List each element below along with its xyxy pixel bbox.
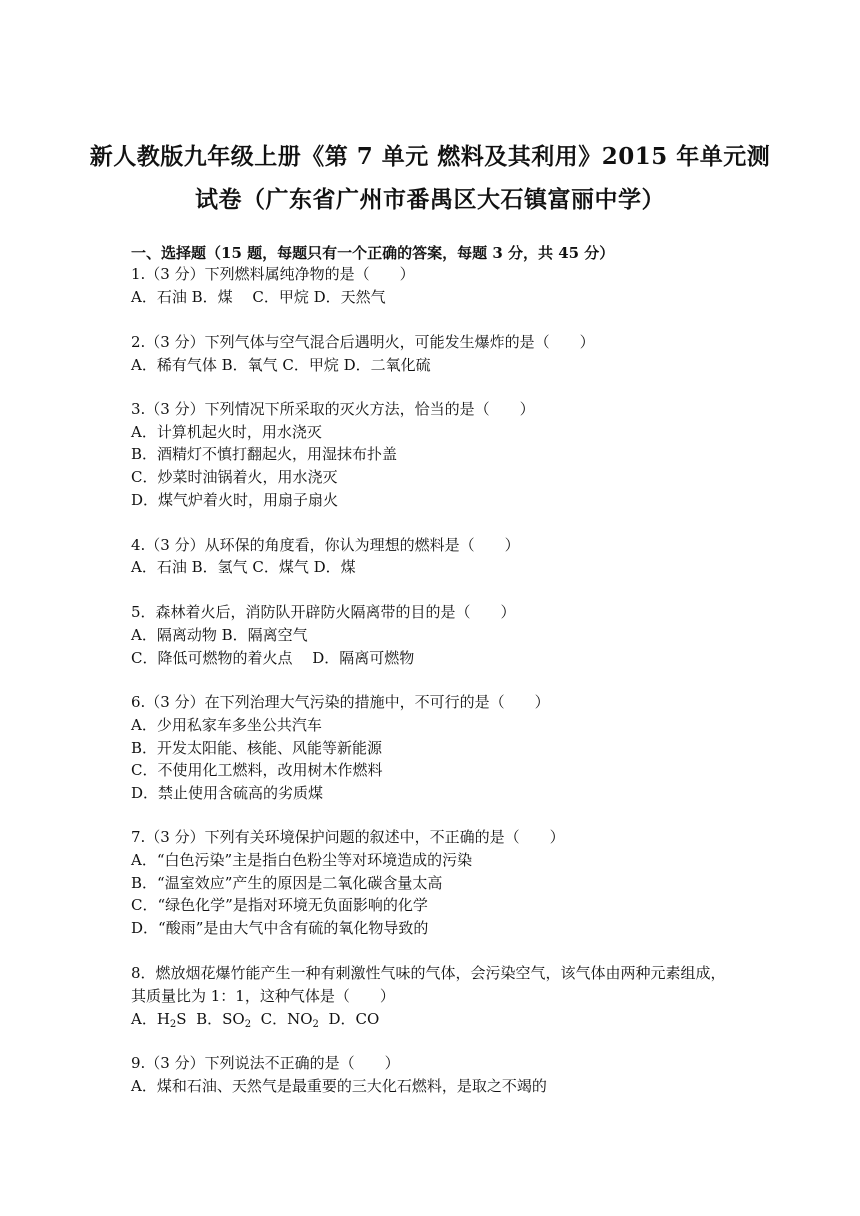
q8-sub-2: 2 — [244, 1019, 252, 1030]
q8-stem-cont: 其质量比为 1：1，这种气体是（ ） — [131, 987, 395, 1005]
q7-stem: 7.（3 分）下列有关环境保护问题的叙述中，不正确的是（ ） — [131, 828, 565, 846]
q3-option-a: A．计算机起火时，用水浇灭 — [131, 423, 322, 441]
q3-option-d: D．煤气炉着火时，用扇子扇火 — [131, 491, 339, 509]
q7-option-c: C．“绿色化学”是指对环境无负面影响的化学 — [131, 896, 428, 914]
q6-option-d: D．禁止使用含硫高的劣质煤 — [131, 784, 324, 802]
q5-options-ab: A．隔离动物 B．隔离空气 — [131, 626, 308, 644]
q4-stem: 4.（3 分）从环保的角度看，你认为理想的燃料是（ ） — [131, 536, 520, 554]
q2-options: A．稀有气体 B．氧气 C．甲烷 D．二氧化硫 — [131, 356, 431, 374]
q8-sub-1: 2 — [169, 1019, 177, 1030]
q9-stem: 9.（3 分）下列说法不正确的是（ ） — [131, 1054, 400, 1072]
q8-sub-3: 2 — [312, 1019, 319, 1030]
q6-option-c: C．不使用化工燃料，改用树木作燃料 — [131, 761, 383, 779]
q3-option-b: B．酒精灯不慎打翻起火，用湿抹布扑盖 — [131, 445, 398, 463]
q8-opt-a: A．H — [131, 1010, 170, 1028]
title-line-1: 新人教版九年级上册《第 7 单元 燃料及其利用》2015 年单元测 — [89, 143, 771, 170]
q5-options-cd: C．降低可燃物的着火点 D．隔离可燃物 — [131, 649, 415, 667]
q8-options — [131, 1010, 379, 1028]
q5-stem: 5．森林着火后，消防队开辟防火隔离带的目的是（ ） — [131, 603, 516, 621]
title-line-2: 试卷（广东省广州市番禺区大石镇富丽中学） — [195, 186, 665, 213]
q6-option-b: B．开发太阳能、核能、风能等新能源 — [131, 739, 383, 757]
q7-option-d: D．“酸雨”是由大气中含有硫的氧化物导致的 — [131, 919, 429, 937]
q8-opt-b: S B．SO — [176, 1010, 245, 1028]
q1-options: A．石油 B．煤 C．甲烷 D．天然气 — [131, 288, 386, 306]
q3-option-c: C．炒菜时油锅着火，用水浇灭 — [131, 468, 338, 486]
q8-stem: 8．燃放烟花爆竹能产生一种有刺激性气味的气体，会污染空气，该气体由两种元素组成， — [131, 964, 726, 982]
q7-option-a: A．“白色污染”主是指白色粉尘等对环境造成的污染 — [131, 851, 473, 869]
q6-stem: 6.（3 分）在下列治理大气污染的措施中，不可行的是（ ） — [131, 693, 550, 711]
q2-stem: 2.（3 分）下列气体与空气混合后遇明火，可能发生爆炸的是（ ） — [131, 333, 595, 351]
q1-stem: 1.（3 分）下列燃料属纯净物的是（ ） — [131, 265, 415, 283]
q4-options: A．石油 B．氢气 C．煤气 D．煤 — [131, 558, 356, 576]
q9-option-a: A．煤和石油、天然气是最重要的三大化石燃料，是取之不竭的 — [131, 1077, 547, 1095]
section-heading: 一、选择题（15 题，每题只有一个正确的答案，每题 3 分，共 45 分） — [131, 244, 615, 262]
q8-opt-d: D．CO — [318, 1010, 380, 1028]
q3-stem: 3.（3 分）下列情况下所采取的灭火方法，恰当的是（ ） — [131, 400, 535, 418]
q8-opt-c: C．NO — [251, 1010, 313, 1028]
q7-option-b: B．“温室效应”产生的原因是二氧化碳含量太高 — [131, 874, 443, 892]
q6-option-a: A．少用私家车多坐公共汽车 — [131, 716, 322, 734]
